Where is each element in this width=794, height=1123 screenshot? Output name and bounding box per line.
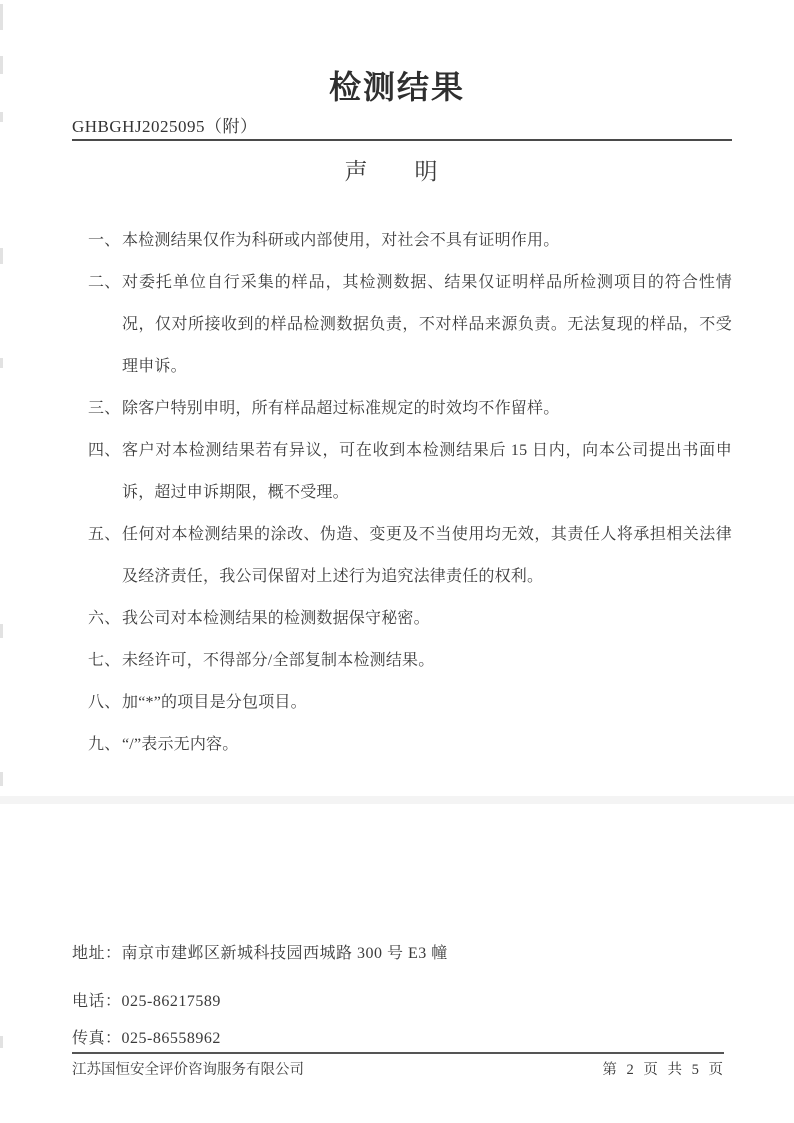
item-text: 我公司对本检测结果的检测数据保守秘密。 (122, 610, 430, 627)
scan-artifact (0, 772, 3, 786)
item-number: 七、 (88, 652, 121, 669)
scan-artifact (0, 112, 3, 122)
report-number: GHBGHJ2025095（附） (72, 117, 258, 136)
scan-artifact (0, 4, 3, 30)
footer-divider-line (72, 1052, 724, 1054)
declaration-item (0, 430, 794, 514)
item-text: 本检测结果仅作为科研或内部使用，对社会不具有证明作用。 (122, 232, 560, 249)
declaration-item (0, 598, 794, 640)
item-number: 二、 (88, 274, 121, 291)
declaration-item (0, 682, 794, 724)
item-number: 九、 (88, 736, 121, 753)
scan-artifact-band (0, 796, 794, 804)
item-number: 六、 (88, 610, 121, 627)
item-text: 任何对本检测结果的涂改、伪造、变更及不当使用均无效，其责任人将承担相关法律及经济责任，我公司保留对上述行为追究法律责任的权利。 (122, 526, 732, 585)
item-text: “/”表示无内容。 (122, 736, 239, 753)
contact-phone: 电话：025-86217589 (72, 993, 221, 1010)
declaration-item (0, 388, 794, 430)
header-divider-line (72, 139, 732, 141)
scan-artifact (0, 358, 3, 368)
item-number: 八、 (88, 694, 121, 711)
item-text: 加“*”的项目是分包项目。 (122, 694, 307, 711)
page-title: 检测结果 (328, 69, 465, 105)
item-text: 未经许可，不得部分/全部复制本检测结果。 (122, 652, 435, 669)
item-number: 三、 (88, 400, 121, 417)
contact-address: 地址：南京市建邺区新城科技园西城路 300 号 E3 幢 (72, 945, 448, 962)
footer-page-number: 第 2 页 共 5 页 (602, 1062, 726, 1078)
declaration-item (0, 640, 794, 682)
item-number: 一、 (88, 232, 121, 249)
item-text: 对委托单位自行采集的样品，其检测数据、结果仅证明样品所检测项目的符合性情况，仅对所接收到的样品检测数据负责，不对样品来源负责。无法复现的样品，不受理申诉。 (122, 274, 732, 375)
declaration-heading: 声 明 (344, 159, 450, 184)
declaration-item (0, 262, 794, 388)
footer-company-name: 江苏国恒安全评价咨询服务有限公司 (72, 1062, 304, 1078)
declaration-list (0, 220, 794, 766)
declaration-item (0, 724, 794, 766)
scan-artifact (0, 56, 3, 74)
contact-fax: 传真：025-86558962 (72, 1030, 221, 1047)
page-footer (72, 1058, 726, 1079)
item-number: 五、 (88, 526, 121, 543)
item-text: 客户对本检测结果若有异议，可在收到本检测结果后 15 日内，向本公司提出书面申诉，超过申诉期限，概不受理。 (122, 442, 732, 501)
scan-artifact (0, 1036, 3, 1048)
scan-artifact (0, 624, 3, 638)
item-text: 除客户特别申明，所有样品超过标准规定的时效均不作留样。 (122, 400, 560, 417)
scan-artifact (0, 248, 3, 264)
declaration-item (0, 514, 794, 598)
item-number: 四、 (88, 442, 121, 459)
declaration-item (0, 220, 794, 262)
